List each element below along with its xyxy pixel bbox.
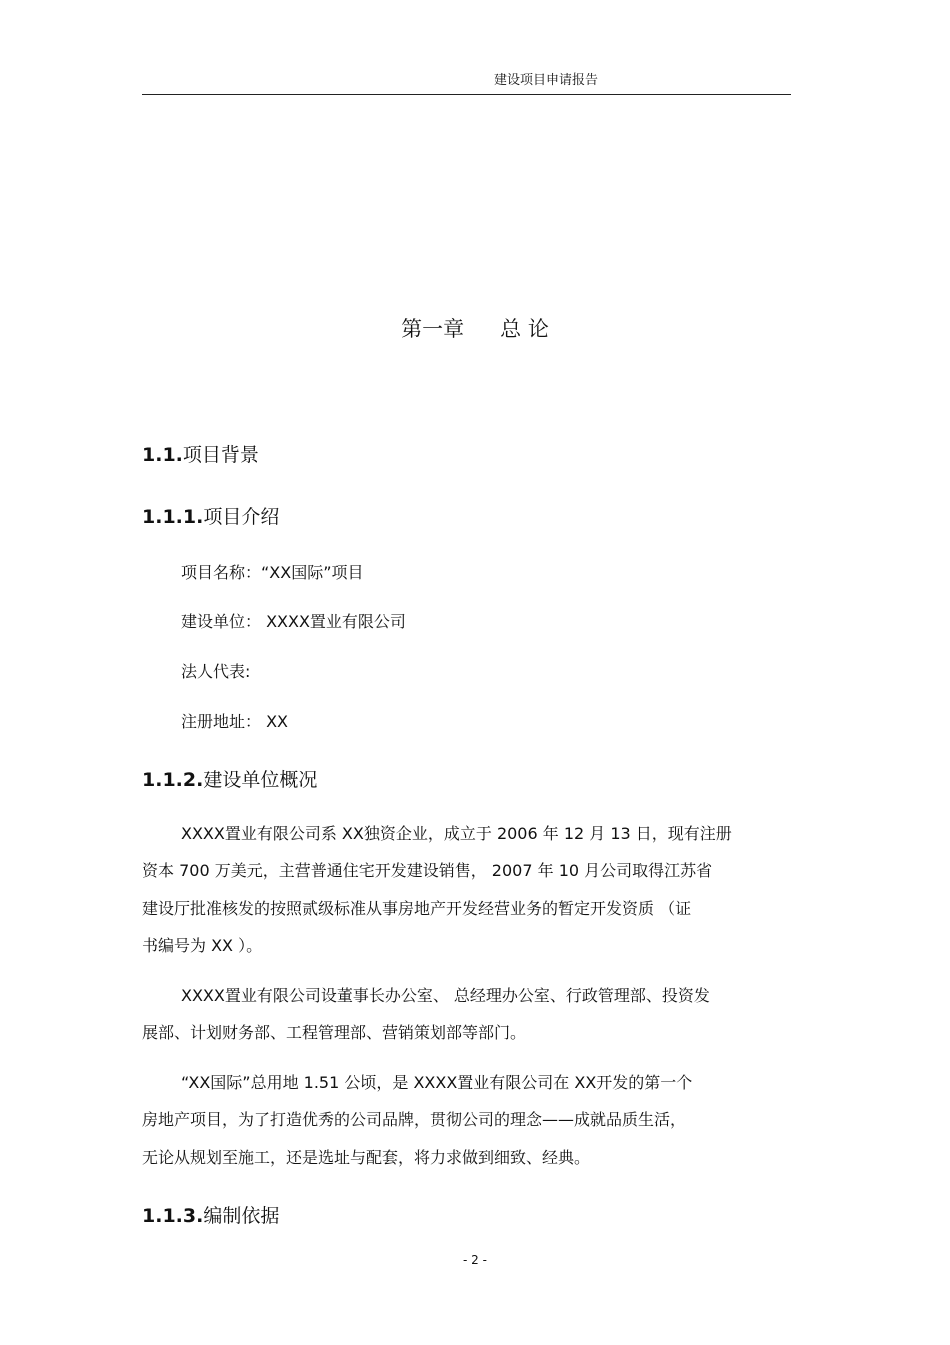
- section-title: 项目背景: [182, 444, 259, 466]
- page-number: - 2 -: [463, 1253, 487, 1267]
- chapter-title: [0, 314, 950, 344]
- chapter-number: 第一章: [401, 317, 465, 341]
- paragraph-line: XXXX置业有限公司设董事长办公室、 总经理办公室、行政管理部、投资发: [181, 986, 710, 1005]
- registered-address-line: 注册地址： XX: [181, 712, 289, 731]
- section-number: 1.1.3.: [142, 1205, 204, 1227]
- section-heading-1-1-3: [142, 1202, 279, 1230]
- section-title: 项目介绍: [203, 506, 280, 528]
- section-title: 编制依据: [203, 1205, 280, 1227]
- paragraph-line: 建设厅批准核发的按照贰级标准从事房地产开发经营业务的暂定开发资质 （证: [142, 899, 692, 918]
- paragraph-line: 房地产项目，为了打造优秀的公司品牌，贯彻公司的理念——成就品质生活，: [142, 1110, 687, 1129]
- legal-representative-line: 法人代表:: [181, 662, 251, 681]
- section-heading-1-1-1: [142, 503, 279, 531]
- section-heading-1-1-2: [142, 766, 317, 794]
- section-number: 1.1.2.: [142, 769, 204, 791]
- paragraph-line: 书编号为 XX ）。: [142, 936, 263, 955]
- section-title: 建设单位概况: [203, 769, 318, 791]
- paragraph-line: 资本 700 万美元，主营普通住宅开发建设销售， 2007 年 10 月公司取得江苏省: [142, 861, 713, 880]
- chapter-name: 总 论: [500, 317, 549, 341]
- section-number: 1.1.: [142, 444, 183, 466]
- page-header: [142, 72, 791, 95]
- header-title: 建设项目申请报告: [493, 73, 598, 88]
- paragraph-line: XXXX置业有限公司系 XX独资企业，成立于 2006 年 12 月 13 日，现有注册: [181, 824, 732, 843]
- section-heading-1-1: [142, 441, 259, 469]
- paragraph-line: 展部、计划财务部、工程管理部、营销策划部等部门。: [142, 1023, 527, 1042]
- project-name-line: 项目名称：“XX国际”项目: [181, 563, 364, 582]
- section-number: 1.1.1.: [142, 506, 204, 528]
- paragraph-line: 无论从规划至施工，还是选址与配套，将力求做到细致、经典。: [142, 1148, 591, 1167]
- construction-unit-line: 建设单位： XXXX置业有限公司: [181, 612, 406, 631]
- paragraph-line: “XX国际”总用地 1.51 公顷，是 XXXX置业有限公司在 XX开发的第一个: [181, 1073, 693, 1092]
